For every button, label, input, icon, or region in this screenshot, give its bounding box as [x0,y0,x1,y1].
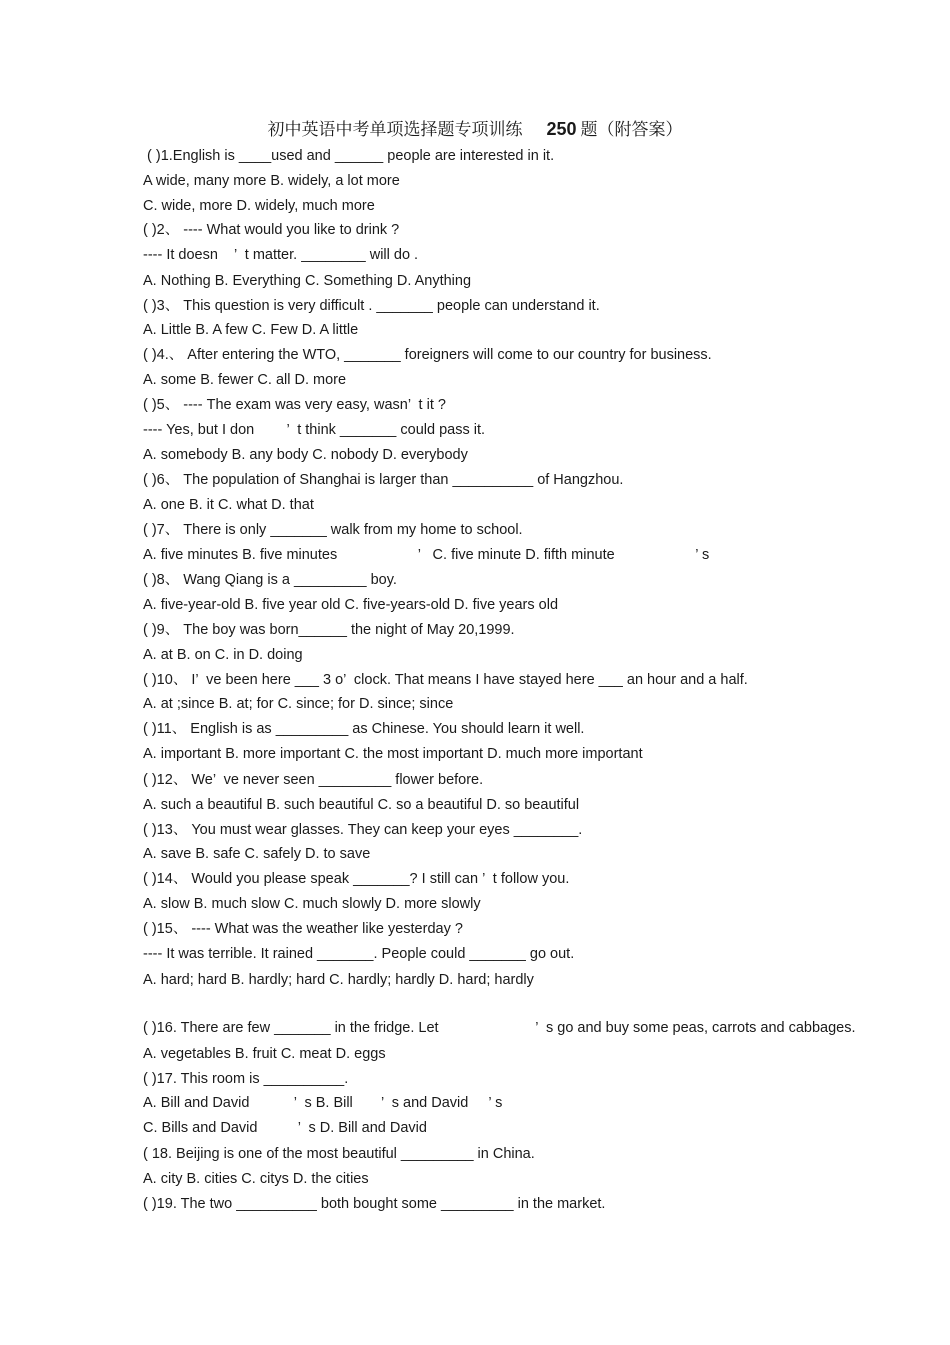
question-line: ( )14、 Would you please speak _______? I still can ’ t follow you. [143,871,570,887]
question-line: ( )4.、 After entering the WTO, _______ foreigners will come to our country for business. [143,347,712,363]
option-line: C. Bills and David ’ s D. Bill and David [143,1120,427,1136]
question-line: ( 18. Beijing is one of the most beautiful _________ in China. [143,1146,535,1162]
question-line: ( )5、 ---- The exam was very easy, wasn’ t it ? [143,397,446,413]
question-line: ---- Yes, but I don ’ t think _______ could pass it. [143,422,486,438]
question-line: ( )15、 ---- What was the weather like yesterday ? [143,921,463,937]
title-prefix: 初中英语中考单项选择题专项训练 [267,120,523,140]
question-line: ( )7、 There is only _______ walk from my home to school. [143,522,523,538]
option-line: A. somebody B. any body C. nobody D. everybody [143,447,468,463]
option-line: A. five-year-old B. five year old C. five-years-old D. five years old [143,597,559,613]
question-line: ( )19. The two __________ both bought some _________ in the market. [143,1196,606,1212]
document-title [0,118,950,141]
question-line: ( )1.English is ____used and ______ people are interested in it. [143,148,555,164]
question-line: ( )6、 The population of Shanghai is larger than __________ of Hangzhou. [143,472,624,488]
option-line: A. such a beautiful B. such beautiful C. so a beautiful D. so beautiful [143,797,580,813]
option-line: A. one B. it C. what D. that [143,497,314,513]
option-line: A. slow B. much slow C. much slowly D. more slowly [143,896,481,912]
question-line: ---- It doesn ’ t matter. ________ will do . [143,247,419,263]
option-line: A. Nothing B. Everything C. Something D. Anything [143,273,472,289]
title-number: 250 [546,119,577,139]
option-line: A. Bill and David ’ s B. Bill ’ s and David ’ s [143,1095,503,1111]
option-line: A. some B. fewer C. all D. more [143,372,347,388]
question-line: ( )9、 The boy was born______ the night of May 20,1999. [143,622,515,638]
option-line: A. hard; hard B. hardly; hard C. hardly; hardly D. hard; hardly [143,972,534,988]
option-line: A. Little B. A few C. Few D. A little [143,322,359,338]
option-line: A. city B. cities C. citys D. the cities [143,1171,369,1187]
question-line: ( )11、 English is as _________ as Chinese. You should learn it well. [143,721,585,737]
option-line: A. save B. safe C. safely D. to save [143,846,371,862]
option-line: A. at B. on C. in D. doing [143,647,303,663]
option-line: A wide, many more B. widely, a lot more [143,173,400,189]
question-line: ( )16. There are few _______ in the fridge. Let ’ s go and buy some peas, carrots and cabbages. [143,1020,856,1036]
option-line: C. wide, more D. widely, much more [143,198,375,214]
title-suffix: 题（附答案） [580,120,683,140]
question-line: ( )10、 I’ ve been here ___ 3 o’ clock. That means I have stayed here ___ an hour and a half. [143,672,748,688]
option-line: A. at ;since B. at; for C. since; for D. since; since [143,696,454,712]
question-line: ( )17. This room is __________. [143,1071,349,1087]
option-line: A. vegetables B. fruit C. meat D. eggs [143,1046,386,1062]
question-line: ---- It was terrible. It rained _______. People could _______ go out. [143,946,575,962]
question-line: ( )8、 Wang Qiang is a _________ boy. [143,572,397,588]
question-line: ( )2、 ---- What would you like to drink ? [143,222,400,238]
option-line: A. important B. more important C. the most important D. much more important [143,746,643,762]
question-line: ( )12、 We’ ve never seen _________ flower before. [143,772,484,788]
question-line: ( )13、 You must wear glasses. They can keep your eyes ________. [143,822,583,838]
option-line: A. five minutes B. five minutes ’ C. five minute D. fifth minute ’ s [143,547,710,563]
question-line: ( )3、 This question is very difficult . _______ people can understand it. [143,298,600,314]
